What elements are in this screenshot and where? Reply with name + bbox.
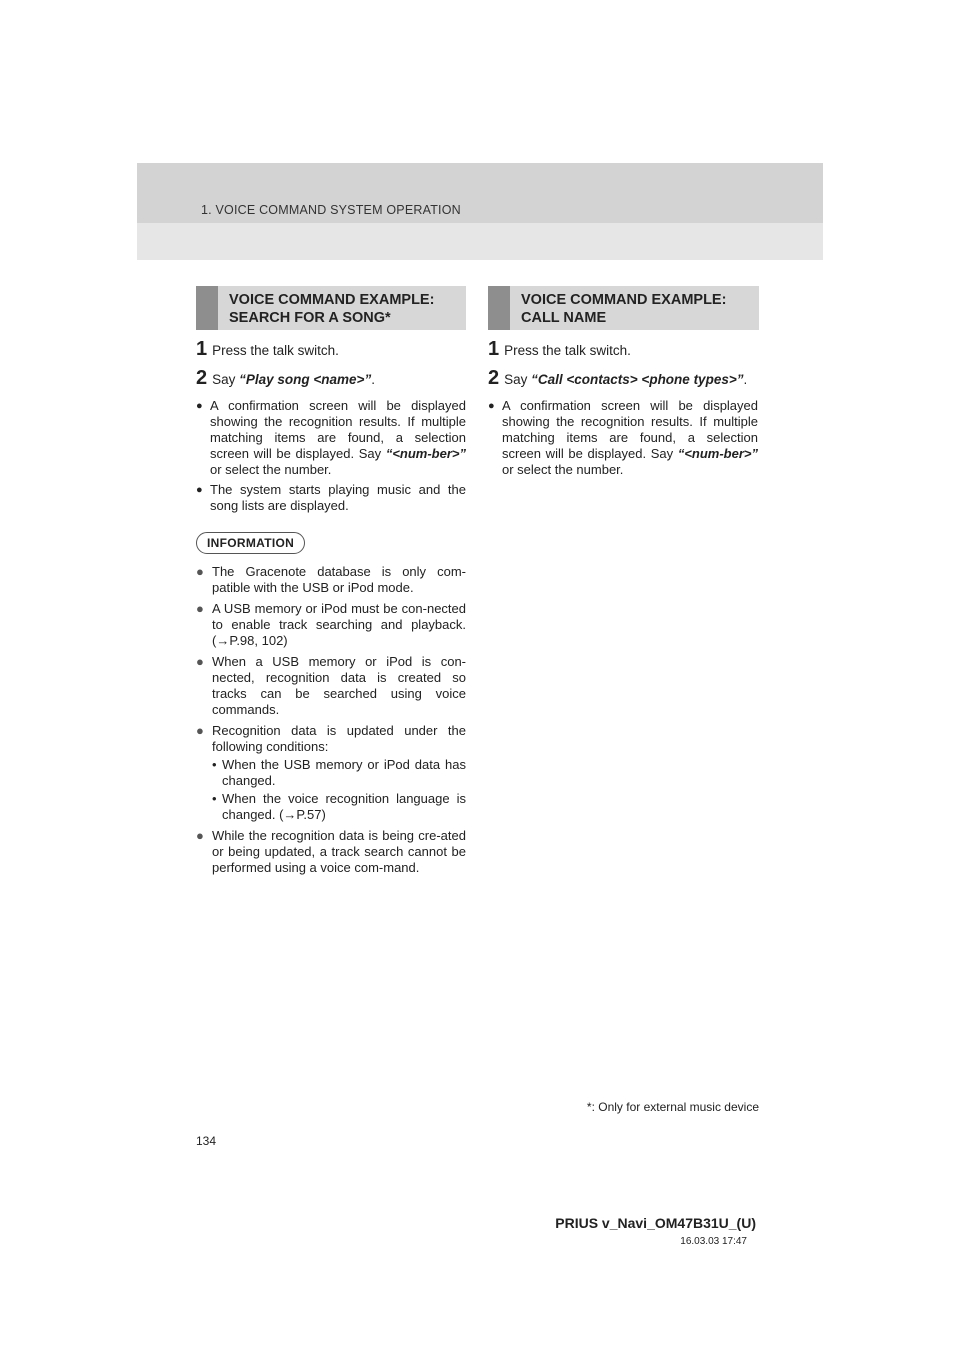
left-section-title: VOICE COMMAND EXAMPLE: SEARCH FOR A SONG* <box>229 292 435 326</box>
step-text: Press the talk switch. <box>212 343 339 358</box>
sub-bullet-icon: • <box>212 757 217 772</box>
step-2 <box>196 369 466 388</box>
section-stripe <box>488 286 510 330</box>
step-1 <box>196 340 466 359</box>
step-text: Say “Call <contacts> <phone types>”. <box>504 372 748 387</box>
footnote: *: Only for external music device <box>586 1100 759 1114</box>
step-1 <box>488 340 758 359</box>
step-number: 1 <box>196 338 208 360</box>
step-text: Press the talk switch. <box>504 343 631 358</box>
step-number: 1 <box>488 338 500 360</box>
step-number: 2 <box>196 367 208 389</box>
info-bullet-icon: ● <box>196 601 204 616</box>
left-section-header <box>196 286 466 330</box>
step-number: 2 <box>488 367 500 389</box>
bullet-item: ● The system starts playing music and the song lists are displayed. <box>196 482 466 513</box>
information-badge: INFORMATION <box>196 532 305 554</box>
info-bullet-icon: ● <box>196 723 204 738</box>
info-item: ● Recognition data is updated under the following conditions: • When the USB memory or iPod data has changed. • When the voice recognition language is changed. (→P.57) <box>196 723 466 822</box>
section-stripe <box>196 286 218 330</box>
info-bullet-icon: ● <box>196 654 204 669</box>
info-bullet-icon: ● <box>196 828 204 843</box>
info-item: ● While the recognition data is being cre-ated or being updated, a track search cannot be performed using a voice com-mand. <box>196 828 466 875</box>
sub-item: • When the USB memory or iPod data has changed. <box>212 757 466 788</box>
bullet-icon: ● <box>196 400 203 412</box>
document-id: PRIUS v_Navi_OM47B31U_(U) <box>555 1215 756 1231</box>
step-2 <box>488 369 758 388</box>
right-section-header <box>488 286 759 330</box>
header-band <box>137 163 823 260</box>
sub-bullet-icon: • <box>212 791 217 806</box>
info-item: ● The Gracenote database is only com-patible with the USB or iPod mode. <box>196 564 466 595</box>
bullet-item: ● A confirmation screen will be displayed showing the recognition results. If multiple matching items are found, a selection screen will be displayed. Say “<num-ber>” or select the number. <box>196 398 466 477</box>
chapter-title: 1. VOICE COMMAND SYSTEM OPERATION <box>201 203 461 217</box>
right-column <box>488 340 758 482</box>
left-column <box>196 340 466 881</box>
bullet-icon: ● <box>488 400 495 412</box>
step-text: Say “Play song <name>”. <box>212 372 375 387</box>
bullet-item: ● A confirmation screen will be displayed showing the recognition results. If multiple matching items are found, a selection screen will be displayed. Say “<num-ber>” or select the number. <box>488 398 758 477</box>
info-item: ● A USB memory or iPod must be con-nected to enable track searching and playback. (→P.98, 102) <box>196 601 466 648</box>
right-section-title: VOICE COMMAND EXAMPLE: CALL NAME <box>521 292 727 326</box>
page-number: 134 <box>196 1134 217 1148</box>
document-date: 16.03.03 17:47 <box>680 1236 747 1247</box>
info-bullet-icon: ● <box>196 564 204 579</box>
sub-item: • When the voice recognition language is changed. (→P.57) <box>212 791 466 822</box>
bullet-icon: ● <box>196 484 203 496</box>
info-item: ● When a USB memory or iPod is con-nected, recognition data is created so tracks can be searched using voice commands. <box>196 654 466 717</box>
